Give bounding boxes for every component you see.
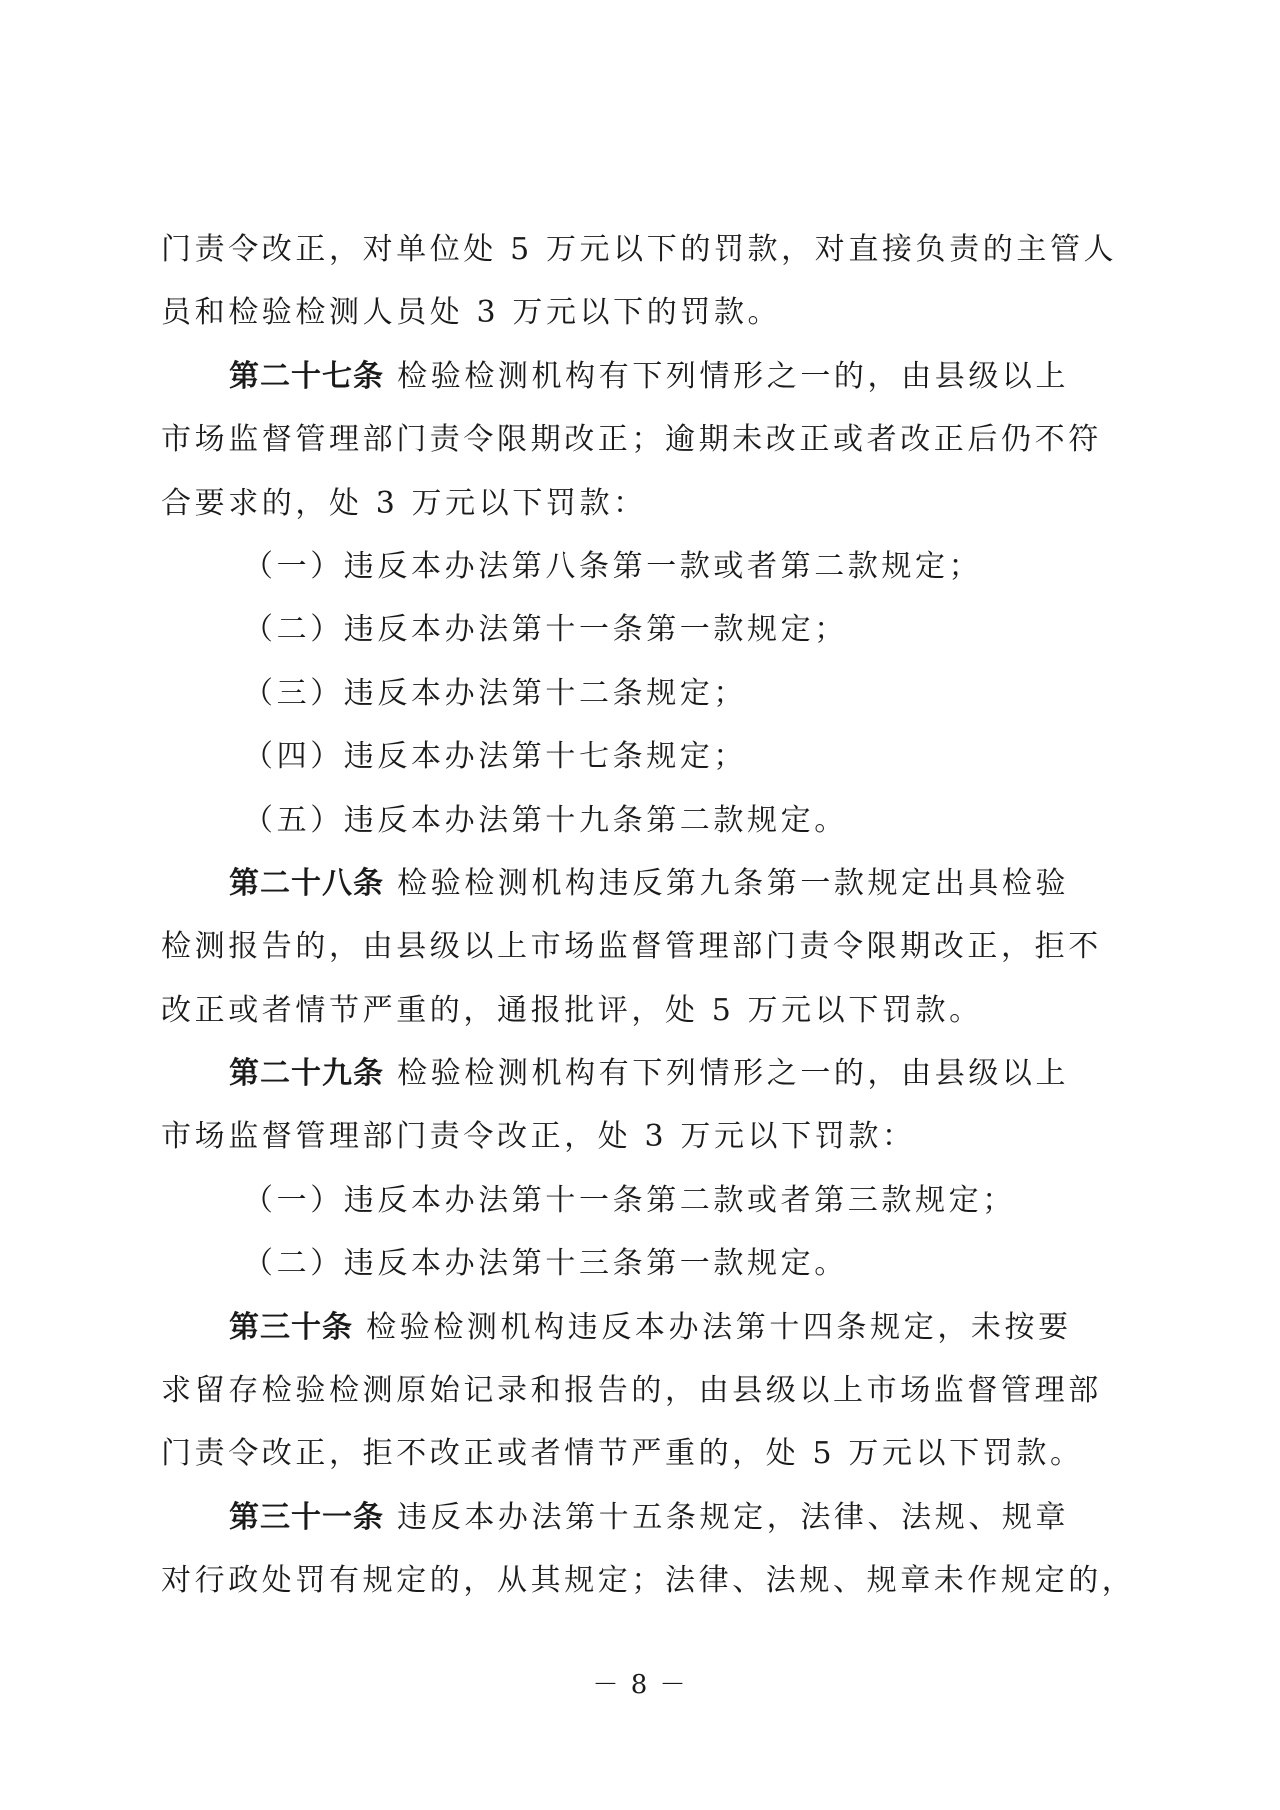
line-text: 检验检测机构违反第九条第一款规定出具检验: [384, 865, 1070, 901]
line-text: 检测报告的，由县级以上市场监督管理部门责令限期改正，拒不: [161, 929, 1102, 965]
line-text: （四）违反本办法第十七条规定；: [243, 739, 747, 775]
article-27-heading-line: [161, 345, 1125, 408]
line-text: （五）违反本办法第十九条第二款规定。: [243, 802, 848, 838]
body-line: [161, 472, 1125, 535]
list-item: [161, 662, 1125, 725]
line-text: 检验检测机构有下列情形之一的，由县级以上: [384, 358, 1070, 394]
line-text: 市场监督管理部门责令改正，处 3 万元以下罚款：: [161, 1119, 916, 1155]
line-text: 合要求的，处 3 万元以下罚款：: [161, 485, 647, 521]
body-line: [161, 1359, 1125, 1422]
article-title: 第三十一条: [229, 1499, 384, 1535]
article-30-heading-line: [161, 1296, 1125, 1359]
article-31-heading-line: [161, 1486, 1125, 1549]
line-text: 门责令改正，对单位处 5 万元以下的罚款，对直接负责的主管人: [161, 232, 1118, 267]
body-line: [161, 1105, 1125, 1168]
article-title: 第三十条: [229, 1309, 353, 1345]
line-text: 违反本办法第十五条规定，法律、法规、规章: [384, 1499, 1070, 1535]
line-text: 改正或者情节严重的，通报批评，处 5 万元以下罚款。: [161, 992, 983, 1028]
list-item: [161, 1169, 1125, 1232]
list-item: [161, 789, 1125, 852]
line-text: （一）违反本办法第十一条第二款或者第三款规定；: [243, 1182, 1016, 1218]
line-text: （三）违反本办法第十二条规定；: [243, 675, 747, 711]
article-28-heading-line: [161, 852, 1125, 915]
body-line: [161, 1422, 1125, 1485]
list-item: [161, 535, 1125, 598]
line-text: 门责令改正，拒不改正或者情节严重的，处 5 万元以下罚款。: [161, 1436, 1084, 1472]
article-title: 第二十八条: [229, 865, 384, 901]
article-29-heading-line: [161, 1042, 1125, 1105]
document-body: [161, 218, 1136, 1613]
body-line: [161, 1549, 1136, 1612]
line-text: 检验检测机构有下列情形之一的，由县级以上: [384, 1056, 1070, 1092]
list-item: [161, 1232, 1125, 1295]
body-line: [161, 218, 1125, 281]
line-text: 求留存检验检测原始记录和报告的，由县级以上市场监督管理部: [161, 1373, 1102, 1409]
line-text: （二）违反本办法第十一条第一款规定；: [243, 612, 848, 648]
list-item: [161, 598, 1125, 661]
body-line: [161, 408, 1125, 471]
page-number: － 8 －: [592, 1670, 688, 1700]
article-title: 第二十七条: [229, 358, 384, 394]
line-text: 市场监督管理部门责令限期改正；逾期未改正或者改正后仍不符: [161, 422, 1102, 458]
article-title: 第二十九条: [229, 1056, 384, 1092]
body-line: [161, 979, 1125, 1042]
body-line: [161, 915, 1125, 978]
body-line: [161, 281, 1125, 344]
line-text: 员和检验检测人员处 3 万元以下的罚款。: [161, 295, 782, 331]
line-text: （一）违反本办法第八条第一款或者第二款规定；: [243, 548, 983, 584]
line-text: 检验检测机构违反本办法第十四条规定，未按要: [353, 1309, 1072, 1345]
line-text: （二）违反本办法第十三条第一款规定。: [243, 1246, 848, 1282]
line-text: 对行政处罚有规定的，从其规定；法律、法规、规章未作规定的，: [161, 1563, 1136, 1599]
list-item: [161, 725, 1125, 788]
